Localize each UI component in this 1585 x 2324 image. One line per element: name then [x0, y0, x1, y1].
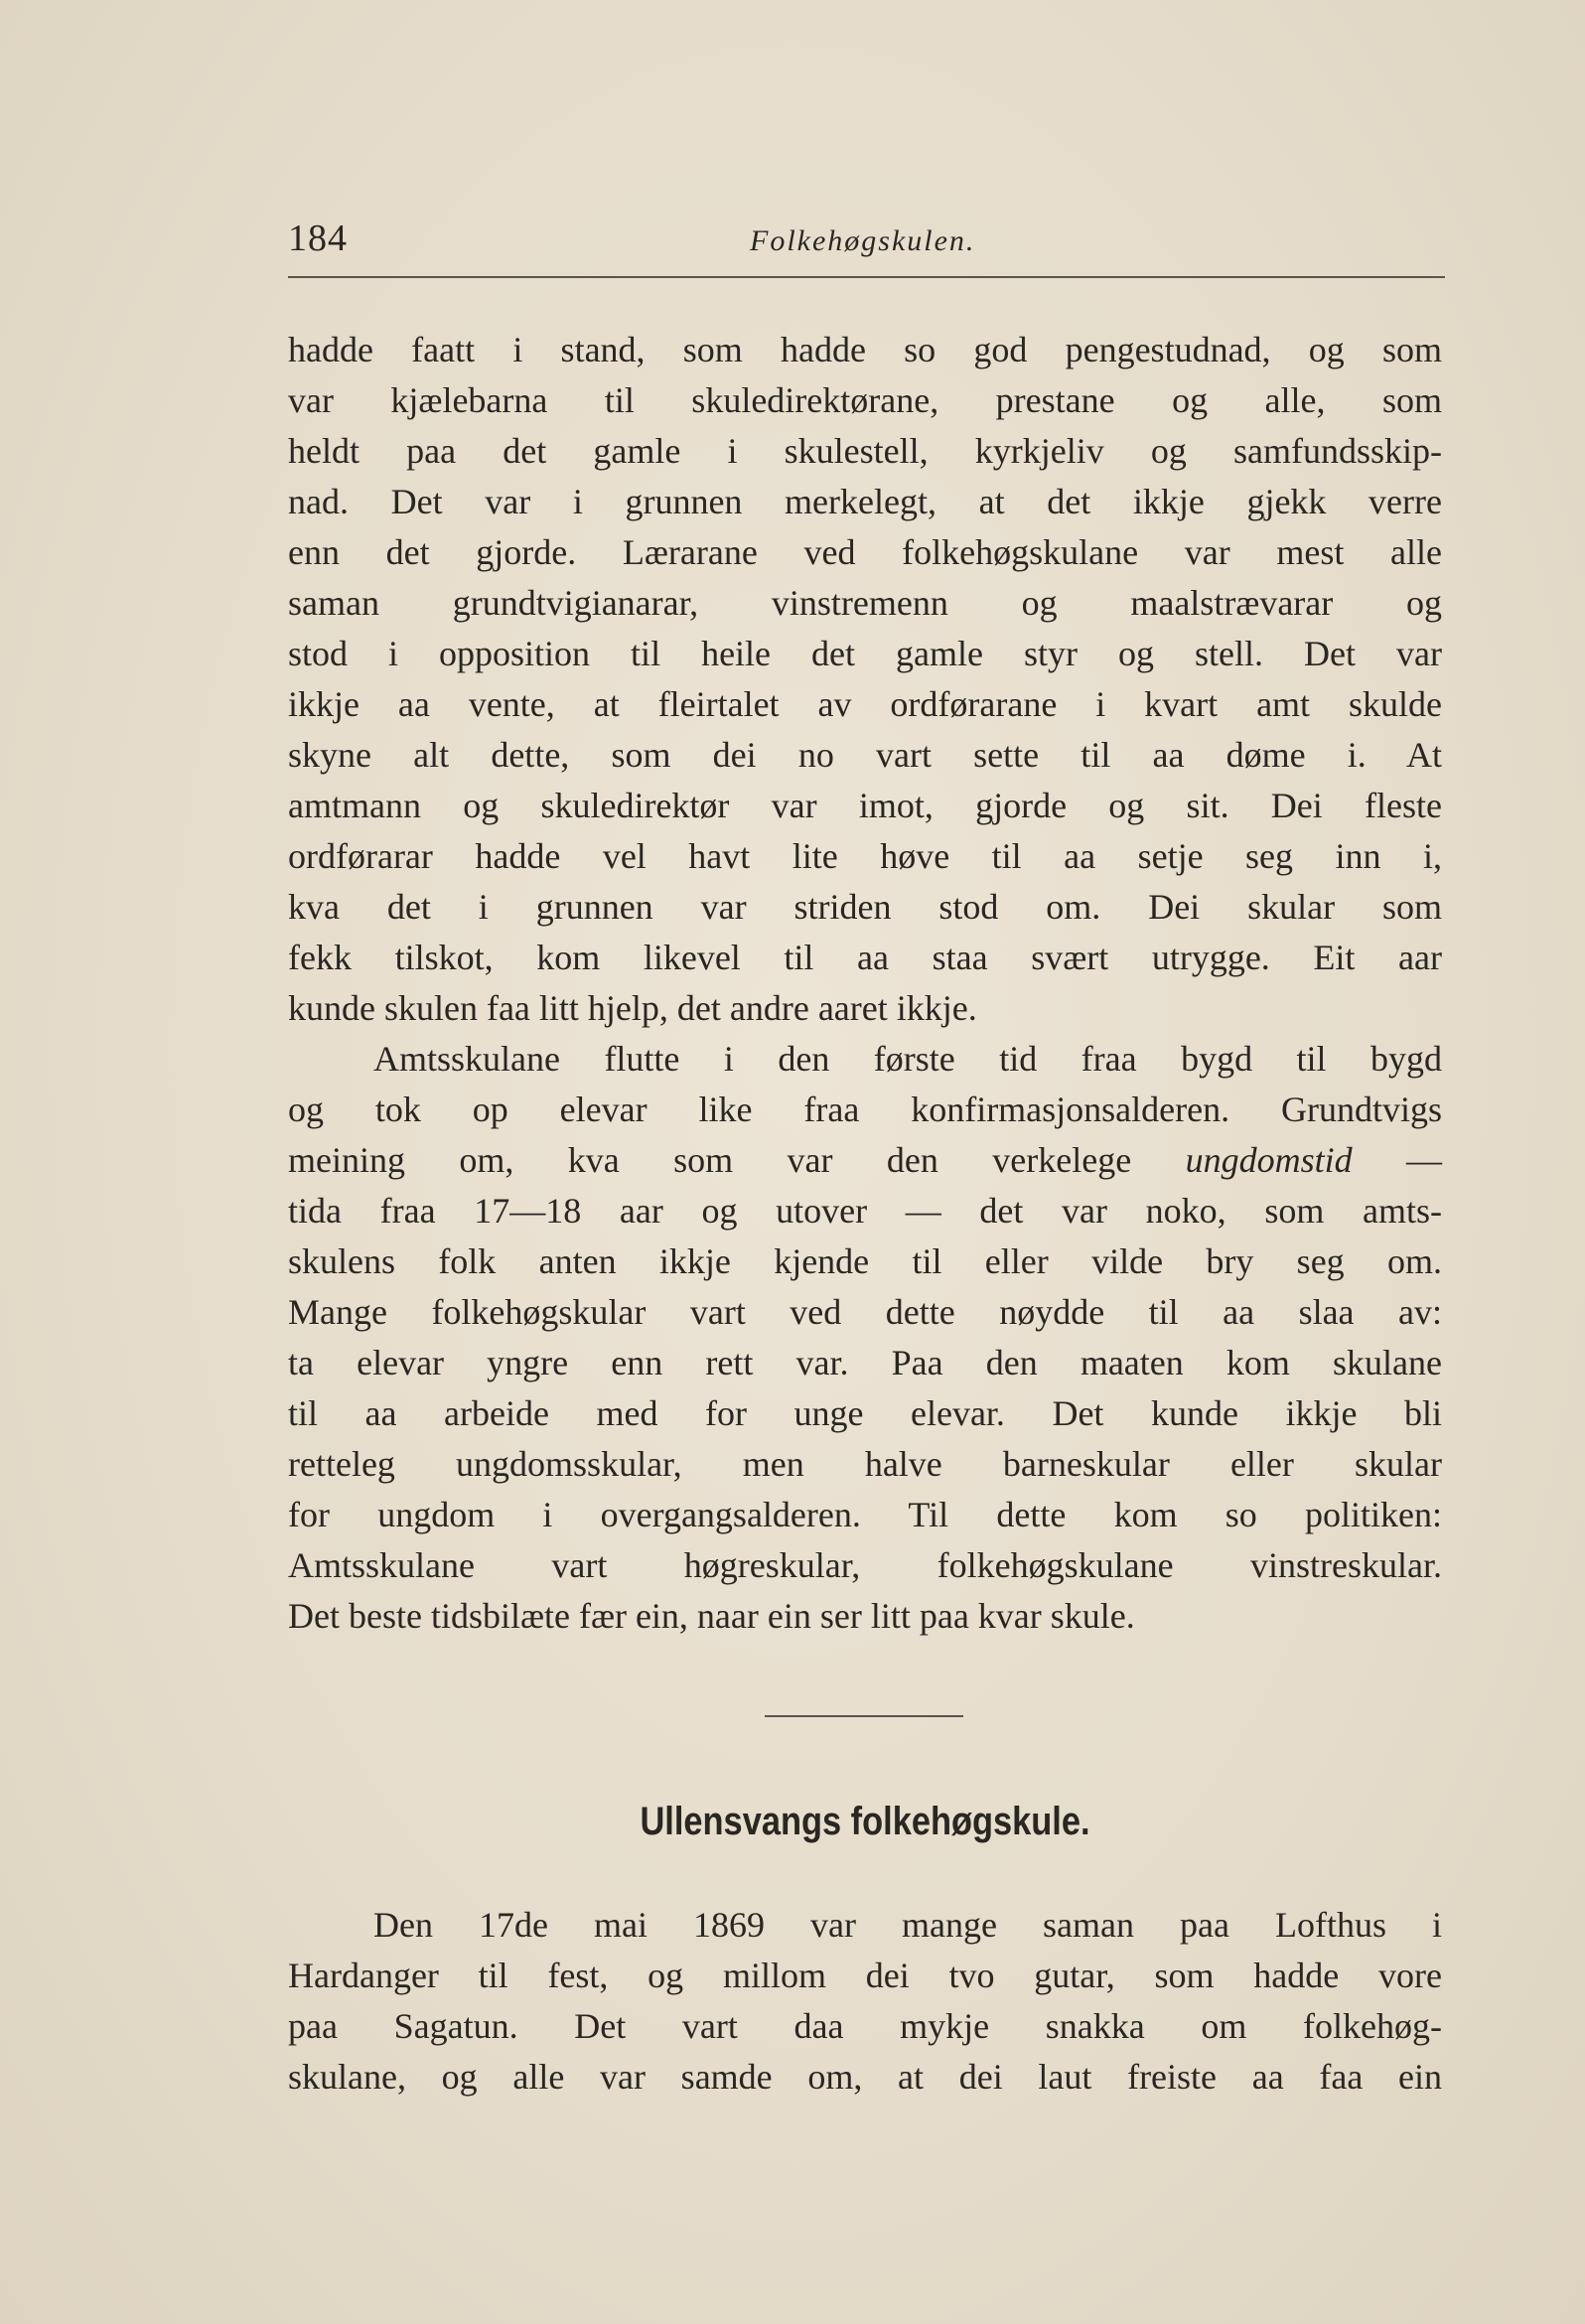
text-line: og tok op elevar like fraa konfirmasjonsalderen. Grundtvigs	[288, 1089, 1442, 1129]
body-text-bottom	[288, 1900, 1442, 2103]
text-line: skulane, og alle var samde om, at dei laut freiste aa faa ein	[288, 2057, 1442, 2097]
text-line: kunde skulen faa litt hjelp, det andre aaret ikkje.	[288, 988, 977, 1028]
text-line: Mange folkehøgskular vart ved dette nøydde til aa slaa av:	[288, 1292, 1442, 1332]
dash: —	[1406, 1140, 1443, 1180]
text-line: Det beste tidsbilæte fær ein, naar ein ser litt paa kvar skule.	[288, 1596, 1135, 1636]
text-line: var kjælebarna til skuledirektørane, prestane og alle, som	[288, 380, 1442, 420]
section-title: Ullensvangs folkehøgskule.	[640, 1800, 1090, 1843]
text-line: ordførarar hadde vel havt lite høve til aa setje seg inn i,	[288, 836, 1442, 876]
text-line: Den 17de mai 1869 var mange saman paa Lofthus i	[373, 1905, 1442, 1945]
text-line: saman grundtvigianarar, vinstremenn og maalstrævarar og	[288, 583, 1442, 623]
text-line: fekk tilskot, kom likevel til aa staa svært utrygge. Eit aar	[288, 938, 1442, 977]
text-line: for ungdom i overgangsalderen. Til dette kom so politiken:	[288, 1495, 1442, 1534]
text-line: retteleg ungdomsskular, men halve barneskular eller skular	[288, 1444, 1442, 1484]
text-line: kva det i grunnen var striden stod om. Dei skular som	[288, 887, 1442, 927]
text-line: nad. Det var i grunnen merkelegt, at det ikkje gjekk verre	[288, 482, 1442, 521]
header-rule	[288, 276, 1445, 278]
emphasized-word: ungdomstid	[1185, 1140, 1353, 1180]
text-line: tida fraa 17—18 aar og utover — det var noko, som amts-	[288, 1191, 1442, 1231]
text-line: skyne alt dette, som dei no vart sette til aa døme i. At	[288, 735, 1442, 775]
text-segment: meining om, kva som var den verkelege	[288, 1140, 1132, 1180]
text-line: paa Sagatun. Det vart daa mykje snakka om folkehøg-	[288, 2006, 1442, 2046]
text-line: til aa arbeide med for unge elevar. Det kunde ikkje bli	[288, 1393, 1442, 1433]
text-line-with-emphasis	[288, 1135, 1442, 1186]
running-head: Folkehøgskulen.	[750, 224, 976, 257]
text-line: enn det gjorde. Lærarane ved folkehøgskulane var mest alle	[288, 532, 1442, 572]
text-line: Amtsskulane vart høgreskular, folkehøgskulane vinstreskular.	[288, 1545, 1442, 1585]
text-line: hadde faatt i stand, som hadde so god pengestudnad, og som	[288, 330, 1442, 369]
section-divider	[765, 1715, 963, 1717]
text-line: heldt paa det gamle i skulestell, kyrkjeliv og samfundsskip-	[288, 431, 1442, 471]
text-line: Amtsskulane flutte i den første tid fraa bygd til bygd	[373, 1039, 1442, 1079]
text-line: Hardanger til fest, og millom dei tvo gutar, som hadde vore	[288, 1956, 1442, 1995]
text-line: amtmann og skuledirektør var imot, gjorde og sit. Dei fleste	[288, 786, 1442, 825]
page-header	[288, 217, 1445, 274]
body-text-top	[288, 325, 1442, 1642]
text-line: ta elevar yngre enn rett var. Paa den maaten kom skulane	[288, 1343, 1442, 1382]
text-line: stod i opposition til heile det gamle styr og stell. Det var	[288, 634, 1442, 673]
text-line: ikkje aa vente, at fleirtalet av ordførarane i kvart amt skulde	[288, 684, 1442, 724]
text-line: skulens folk anten ikkje kjende til eller vilde bry seg om.	[288, 1241, 1442, 1281]
page-number: 184	[288, 218, 348, 259]
